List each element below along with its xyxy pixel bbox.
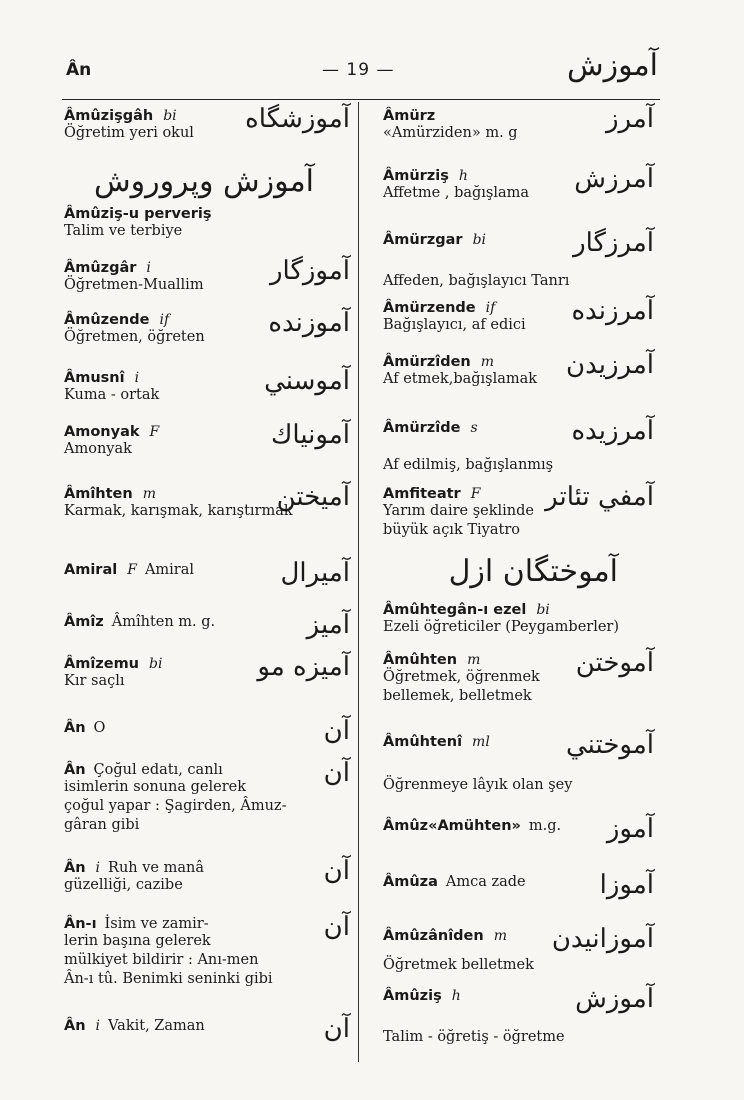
entry-definition-line: çoğul yapar : Şagirden, Âmuz- xyxy=(64,798,287,814)
entry-origin-tag: h xyxy=(451,988,461,1004)
dictionary-entry xyxy=(64,558,354,588)
entry-arabic-word: آمفي تئاتر xyxy=(545,482,654,512)
entry-headword-line xyxy=(64,206,354,222)
entry-inline-definition: Vakit, Zaman xyxy=(108,1018,205,1034)
dictionary-entry xyxy=(383,730,658,760)
entry-headword: Ân xyxy=(64,762,86,778)
entry-headword: Ân xyxy=(64,720,86,736)
dictionary-entry xyxy=(383,164,658,203)
dictionary-entry xyxy=(383,228,658,258)
entry-origin-tag: F xyxy=(470,486,481,502)
entry-headword: Âmûziş-u perveriş xyxy=(64,206,212,222)
dictionary-entry xyxy=(64,420,354,459)
entry-origin-tag: i xyxy=(95,1018,101,1034)
dictionary-entry xyxy=(64,206,354,241)
entry-arabic-word: آموزنده xyxy=(268,308,350,338)
entry-headword: Âmürzgar xyxy=(383,232,463,248)
dictionary-entry xyxy=(64,308,354,347)
entry-origin-tag: i xyxy=(146,260,151,276)
column-divider xyxy=(358,102,359,1062)
entry-headword-line xyxy=(383,602,658,618)
entry-origin-tag: if xyxy=(159,312,170,328)
entry-headword: Âmürz xyxy=(383,108,436,124)
entry-arabic-word: آموختن xyxy=(575,648,654,678)
header-rule xyxy=(62,99,660,100)
entry-origin-tag: m xyxy=(493,928,507,944)
entry-headword: Ân xyxy=(64,860,86,876)
dictionary-entry xyxy=(383,1028,658,1047)
entry-arabic-word: آميرال xyxy=(280,558,350,588)
dictionary-entry xyxy=(383,482,658,540)
entry-arabic-word: آن xyxy=(323,912,350,942)
entry-inline-definition: Âmîhten m. g. xyxy=(111,614,216,630)
entry-inline-definition: O xyxy=(93,720,106,736)
entry-definition-line: Öğretmen-Muallim xyxy=(64,277,204,293)
entry-headword: Âmûhtegân-ı ezel xyxy=(383,602,527,618)
entry-definition-line: mülkiyet bildirir : Anı-men xyxy=(64,952,259,968)
entry-origin-tag: F xyxy=(149,424,160,440)
entry-definition-line: Öğretmek, öğrenmek xyxy=(383,669,540,685)
entry-origin-tag: F xyxy=(127,562,137,578)
dictionary-entry xyxy=(383,648,658,706)
dictionary-entry xyxy=(64,716,354,746)
entry-headword-line xyxy=(64,916,354,932)
entry-headword: Âmürzîde xyxy=(383,420,461,436)
entry-headword: Amonyak xyxy=(64,424,140,440)
entry-definition-line: lerin başına gelerek xyxy=(64,933,211,949)
entry-arabic-word: آمرز xyxy=(605,104,654,134)
entry-origin-tag: if xyxy=(485,300,496,316)
dictionary-entry xyxy=(383,272,658,291)
entry-definition-line: Öğretim yeri okul xyxy=(64,125,194,141)
entry-headword: Âmürziş xyxy=(383,168,449,184)
dictionary-entry xyxy=(383,456,658,475)
entry-definition-line: Ân-ı tû. Benimki seninki gibi xyxy=(64,971,273,987)
dictionary-entry xyxy=(64,482,354,521)
entry-definition-line: Kuma - ortak xyxy=(64,387,160,403)
dictionary-entry xyxy=(383,984,658,1014)
dictionary-entry xyxy=(383,924,658,954)
entry-definition-line: Öğrenmeye lâyık olan şey xyxy=(383,777,573,793)
entry-definition-line: Affeden, bağışlayıcı Tanrı xyxy=(383,273,570,289)
entry-definition-line: güzelliği, cazibe xyxy=(64,877,183,893)
entry-origin-tag: s xyxy=(470,420,478,436)
entry-origin-tag: h xyxy=(458,168,468,184)
entry-definition-line: Karmak, karışmak, karıştırmak xyxy=(64,503,293,519)
entry-headword-line xyxy=(64,860,354,876)
entry-headword: Ân-ı xyxy=(64,916,97,932)
entry-definition-line: Kır saçlı xyxy=(64,673,125,689)
entry-definition-line: Talim - öğretiş - öğretme xyxy=(383,1029,565,1045)
entry-headword: Ân xyxy=(64,1018,86,1034)
entry-definition-line: gâran gibi xyxy=(64,817,140,833)
arabic-phrase-heading: آموختگان ازل xyxy=(448,554,618,589)
dictionary-entry xyxy=(383,870,658,900)
dictionary-entry xyxy=(383,296,658,335)
entry-definition-line: Yarım daire şeklinde xyxy=(383,503,534,519)
entry-arabic-word: آموزش xyxy=(575,984,654,1014)
entry-arabic-word: آموختني xyxy=(565,730,654,760)
entry-definition-line: Af etmek,bağışlamak xyxy=(383,371,538,387)
entry-headword: Âmûzânîden xyxy=(383,928,484,944)
entry-inline-definition: Amca zade xyxy=(445,874,526,890)
page-number: — 19 — xyxy=(322,60,395,80)
entry-origin-tag: i xyxy=(95,860,101,876)
dictionary-entry xyxy=(64,104,354,143)
entry-definition-line: Affetme , bağışlama xyxy=(383,185,530,201)
entry-definition-line: bellemek, belletmek xyxy=(383,688,532,704)
entry-headword: Âmûzende xyxy=(64,312,150,328)
entry-definition-line: Öğretmen, öğreten xyxy=(64,329,205,345)
entry-arabic-word: آن xyxy=(323,716,350,746)
entry-definition-line: Öğretmek belletmek xyxy=(383,957,534,973)
arabic-phrase-heading: آموزش وپروروش xyxy=(93,164,314,199)
dictionary-entry xyxy=(64,912,354,989)
dictionary-entry xyxy=(64,256,354,295)
entry-origin-tag: bi xyxy=(536,602,550,618)
dictionary-entry xyxy=(383,776,658,795)
entry-origin-tag: i xyxy=(134,370,140,386)
dictionary-entry xyxy=(64,610,354,640)
entry-headword: Âmûzgâr xyxy=(64,260,137,276)
entry-arabic-word: آموسني xyxy=(264,366,350,396)
entry-definition-line: «Amürziden» m. g xyxy=(383,125,518,141)
dictionary-entry xyxy=(383,350,658,389)
dictionary-entry xyxy=(64,652,354,691)
entry-arabic-word: آمونياك xyxy=(270,420,350,450)
entry-definition-line: isimlerin sonuna gelerek xyxy=(64,779,247,795)
entry-arabic-word: آمرزيدن xyxy=(565,350,654,380)
entry-arabic-word: آمرزش xyxy=(574,164,654,194)
entry-headword: Âmûza xyxy=(383,874,438,890)
dictionary-entry xyxy=(383,416,658,446)
entry-headword-line xyxy=(64,720,354,736)
entry-headword: Âmîz xyxy=(64,614,104,630)
dictionary-entry xyxy=(383,956,658,975)
entry-origin-tag: bi xyxy=(163,108,177,124)
entry-headword: Âmûzişgâh xyxy=(64,108,154,124)
dictionary-entry xyxy=(64,1014,354,1044)
entry-definition-line: Af edilmiş, bağışlanmış xyxy=(383,457,554,473)
entry-headword: Amfiteatr xyxy=(383,486,461,502)
dictionary-entry xyxy=(383,814,658,844)
entry-definition-line: Talim ve terbiye xyxy=(64,223,183,239)
entry-inline-definition: İsim ve zamir- xyxy=(104,916,209,932)
entry-inline-definition: Ruh ve manâ xyxy=(108,860,204,876)
dictionary-entry xyxy=(383,602,658,637)
entry-headword: Âmürzîden xyxy=(383,354,471,370)
entry-arabic-word: آمرزيده xyxy=(571,416,654,446)
entry-headword: Âmusnî xyxy=(64,370,125,386)
entry-arabic-word: آميختن xyxy=(276,482,350,512)
entry-headword-line xyxy=(64,762,354,778)
running-head-right-arabic: آموزش xyxy=(566,48,658,83)
entry-headword: Âmîzemu xyxy=(64,656,140,672)
entry-headword: Âmûhtenî xyxy=(383,734,463,750)
entry-arabic-word: آموز xyxy=(606,814,654,844)
entry-arabic-word: آموزشگاه xyxy=(245,104,350,134)
dictionary-entry xyxy=(383,104,658,143)
entry-origin-tag: m xyxy=(480,354,495,370)
entry-arabic-word: آن xyxy=(323,758,350,788)
entry-headword: Âmürzende xyxy=(383,300,476,316)
dictionary-entry xyxy=(64,366,354,405)
running-head-left: Ân xyxy=(66,60,92,80)
entry-headword: Âmîhten xyxy=(64,486,133,502)
entry-arabic-word: آموزگار xyxy=(270,256,350,286)
entry-arabic-word: آن xyxy=(323,856,350,886)
entry-arabic-word: آميز xyxy=(306,610,350,640)
entry-headword: Amiral xyxy=(64,562,118,578)
entry-origin-tag: bi xyxy=(149,656,163,672)
entry-arabic-word: آمرزگار xyxy=(573,228,654,258)
entry-arabic-word: آمرزنده xyxy=(571,296,654,326)
entry-headword-line xyxy=(64,1018,354,1034)
entry-origin-tag: ml xyxy=(472,734,490,750)
entry-inline-definition: Amiral xyxy=(144,562,195,578)
entry-definition-line: Amonyak xyxy=(64,441,132,457)
entry-headword: Âmûz«Amühten» xyxy=(383,818,521,834)
entry-headword: Âmûhten xyxy=(383,652,458,668)
entry-definition-line: büyük açık Tiyatro xyxy=(383,522,520,538)
entry-origin-tag: bi xyxy=(472,232,487,248)
entry-origin-tag: m xyxy=(142,486,156,502)
entry-arabic-word: آموزانيدن xyxy=(551,924,654,954)
entry-inline-definition: m.g. xyxy=(528,818,562,834)
entry-origin-tag: m xyxy=(467,652,481,668)
entry-definition-line: Bağışlayıcı, af edici xyxy=(383,317,526,333)
dictionary-entry xyxy=(64,758,354,835)
entry-definition-line: Ezeli öğreticiler (Peygamberler) xyxy=(383,619,620,635)
entry-arabic-word: آميزه مو xyxy=(257,652,350,682)
entry-arabic-word: آن xyxy=(323,1014,350,1044)
entry-headword: Âmûziş xyxy=(383,988,442,1004)
entry-arabic-word: آموزا xyxy=(599,870,654,900)
entry-inline-definition: Çoğul edatı, canlı xyxy=(93,762,223,778)
dictionary-entry xyxy=(64,856,354,895)
